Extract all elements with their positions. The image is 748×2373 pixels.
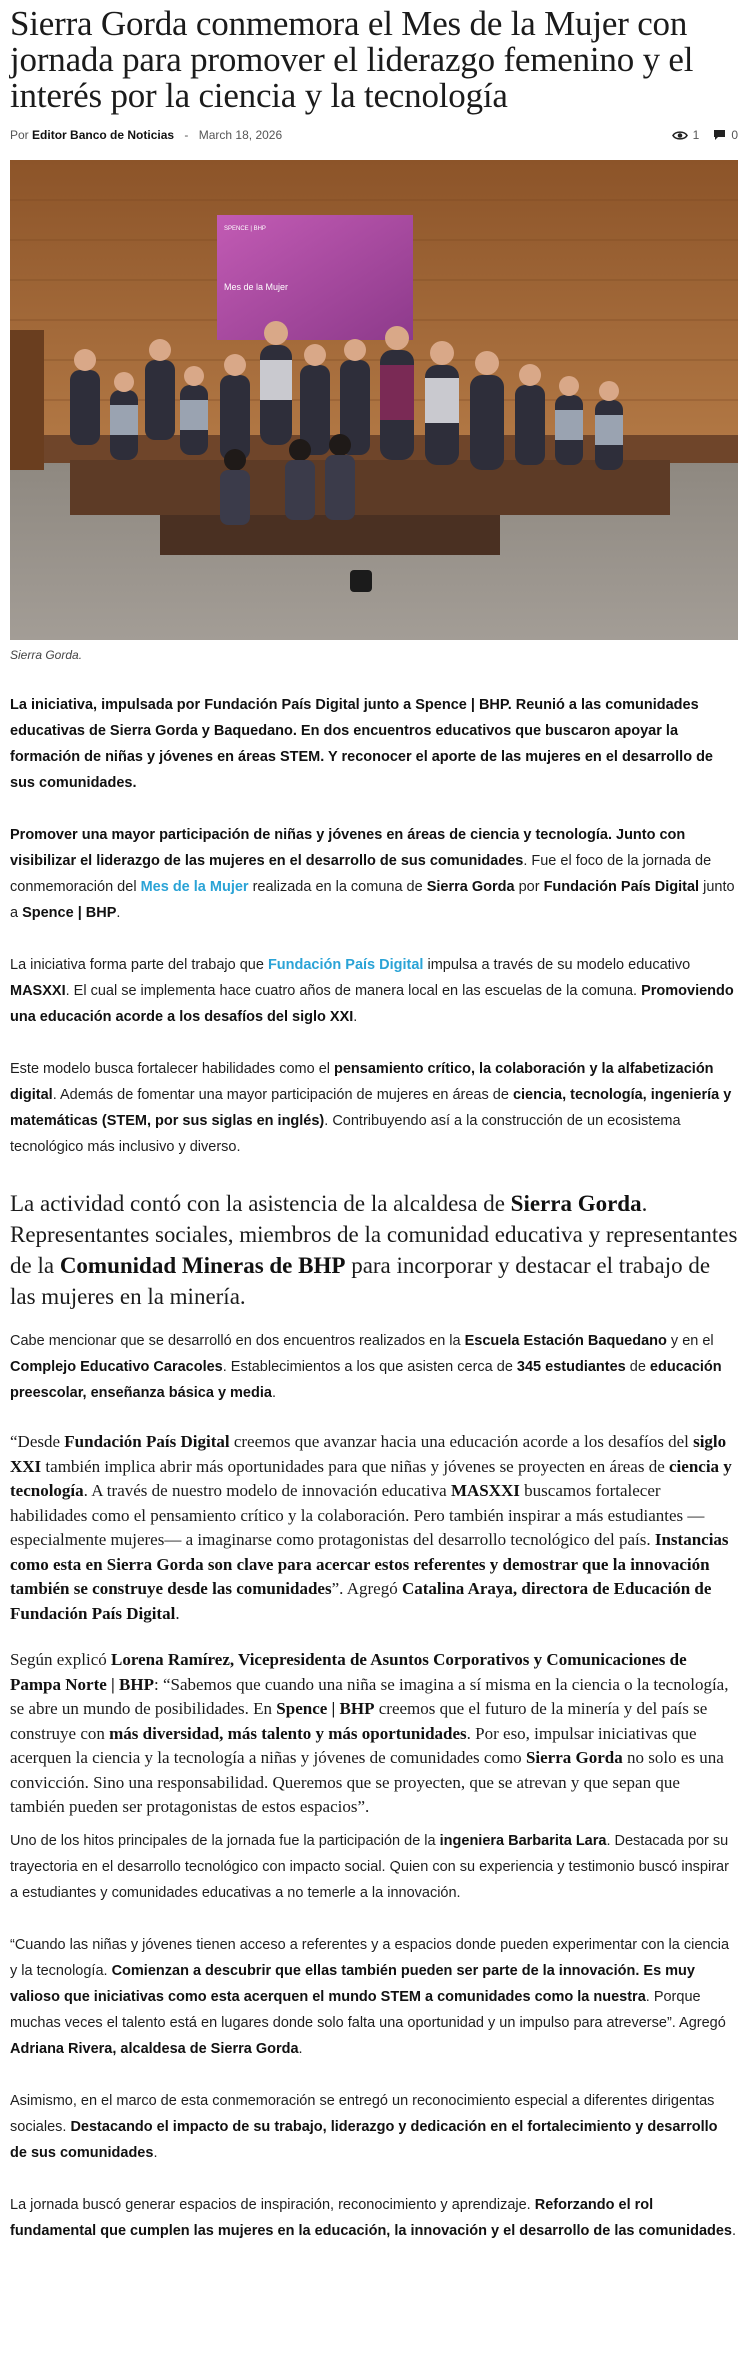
p5-text-3: . Establecimientos a los que asisten cerca de bbox=[222, 1359, 517, 1375]
intro-text: La iniciativa, impulsada por Fundación País Digital junto a Spence | BHP. Reunió a las comunidades educativas de Sierra Gorda y Baquedano. En dos encuentros educativos que buscaron apoyar la formación de niñas y jóvenes en áreas STEM. Y reconocer el aporte de las mujeres en el desarrollo de sus comunidades. bbox=[10, 697, 713, 791]
comment-icon bbox=[713, 129, 726, 141]
article-title: Sierra Gorda conmemora el Mes de la Mujer con jornada para promover el liderazgo femenino y el interés por la ciencia y la tecnología bbox=[10, 4, 694, 115]
views-count: 1 bbox=[692, 128, 700, 142]
p6-text-2: . Destacada por su trayectoria en el desarrollo tecnológico con impacto social. Quien con su experiencia y testimonio buscó inspirar a estudiantes y comunidades educativas a no temerle a la innovación. bbox=[10, 1832, 729, 1901]
paragraph-5 bbox=[10, 1328, 738, 1406]
paragraph-2 bbox=[10, 822, 738, 926]
p3-bold-2: Promoviendo una educación acorde a los desafíos del siglo XXI bbox=[10, 983, 734, 1025]
p4-text-3: . Contribuyendo así a la construcción de un ecosistema tecnológico más inclusivo y diverso. bbox=[10, 1113, 681, 1155]
paragraph-intro bbox=[10, 692, 738, 796]
p5-text-1: Cabe mencionar que se desarrolló en dos encuentros realizados en la bbox=[10, 1333, 465, 1349]
p2-bold-1: Sierra Gorda bbox=[426, 879, 515, 895]
p7-bold-1: Comienzan a descubrir que ellas también pueden ser parte de la innovación. Es muy valioso que iniciativas como esta acerquen el mundo STEM a comunidades como la nuestra bbox=[10, 1962, 695, 2005]
byline bbox=[10, 128, 282, 142]
q1-text-4: . A través de nuestro modelo de innovación educativa bbox=[83, 1481, 451, 1500]
paragraph-6 bbox=[10, 1828, 738, 1906]
p3-text-3: . El cual se implementa hace cuatro años de manera local en las escuelas de la comuna. bbox=[65, 983, 642, 999]
quote-fundacion bbox=[10, 1430, 738, 1626]
q2-text-2: : “Sabemos que cuando una niña se imagina a sí misma en la ciencia o la tecnología, se abre un mundo de posibilidades. En bbox=[10, 1674, 729, 1718]
q1-bold-6: Catalina Araya, directora de Educación de Fundación País Digital bbox=[10, 1579, 712, 1623]
p7-text-2: . Porque muchas veces el talento está en lugares donde solo falta una oportunidad y un impulso para atreverse”. Agregó bbox=[10, 1988, 726, 2031]
p2-text-5: . bbox=[116, 905, 121, 921]
p6-text-1: Uno de los hitos principales de la jornada fue la participación de la bbox=[10, 1832, 440, 1849]
h2-text-1: La actividad contó con la asistencia de la alcaldesa de bbox=[10, 1191, 511, 1216]
byline-separator: - bbox=[184, 128, 189, 142]
q1-text-3: también implica abrir más oportunidades para que niñas y jóvenes se proyecten en áreas de bbox=[41, 1456, 670, 1476]
p2-text-3: por bbox=[514, 879, 544, 895]
p5-bold-2: Complejo Educativo Caracoles bbox=[10, 1359, 223, 1375]
p9-text-1: La jornada buscó generar espacios de inspiración, reconocimiento y aprendizaje. bbox=[10, 2196, 535, 2213]
p9-bold-1: Reforzando el rol fundamental que cumplen las mujeres en la educación, la innovación y el desarrollo de las comunidades bbox=[10, 2196, 732, 2239]
q2-bold-4: Sierra Gorda bbox=[525, 1748, 623, 1767]
p4-text-1: Este modelo busca fortalecer habilidades como el bbox=[10, 1061, 335, 1077]
p4-bold-1: pensamiento crítico, la colaboración y la alfabetización digital bbox=[10, 1061, 714, 1103]
q2-bold-1: Lorena Ramírez, Vicepresidenta de Asuntos Corporativos y Comunicaciones de Pampa Norte | BHP bbox=[10, 1650, 687, 1694]
p8-bold-1: Destacando el impacto de su trabajo, liderazgo y dedicación en el fortalecimiento y desarrollo de sus comunidades bbox=[10, 2118, 718, 2161]
q1-text-5: buscamos fortalecer habilidades como el pensamiento crítico y la colaboración. Pero también inspirar a más estudiantes —especialmente mujeres— a imaginarse como protagonistas del desarrollo tecnológico del país. bbox=[10, 1481, 705, 1549]
paragraph-8 bbox=[10, 2088, 738, 2166]
comments-stat[interactable] bbox=[713, 128, 738, 142]
p7-bold-2: Adriana Rivera, alcaldesa de Sierra Gorda bbox=[10, 2040, 299, 2057]
p7-text-3: . bbox=[298, 2040, 303, 2057]
h2-text-2: . Representantes sociales, miembros de la comunidad educativa y representantes de la bbox=[10, 1191, 738, 1278]
event-screen bbox=[217, 215, 413, 340]
p3-text-4: . bbox=[353, 1009, 358, 1025]
p2-text-1: . Fue el foco de la jornada de conmemoración del bbox=[10, 853, 712, 895]
p8-text-1: Asimismo, en el marco de esta conmemoración se entregó un reconocimiento especial a diferentes dirigentas sociales. bbox=[10, 2092, 715, 2135]
publish-date: March 18, 2026 bbox=[198, 128, 283, 142]
fundacion-pais-digital-link[interactable]: Fundación País Digital bbox=[267, 957, 424, 973]
q1-bold-2: siglo XXI bbox=[10, 1432, 727, 1476]
q1-text-1: “Desde bbox=[10, 1432, 65, 1451]
p3-text-2: impulsa a través de su modelo educativo bbox=[423, 957, 691, 973]
p5-text-5: . bbox=[271, 1385, 276, 1401]
featured-image bbox=[10, 160, 738, 640]
p5-text-2: y en el bbox=[666, 1333, 714, 1349]
byline-prefix: Por bbox=[10, 128, 29, 142]
q1-text-7: . bbox=[175, 1603, 180, 1623]
mes-de-la-mujer-link[interactable]: Mes de la Mujer bbox=[140, 879, 249, 895]
paragraph-9 bbox=[10, 2192, 738, 2244]
p2-bold-2: Fundación País Digital bbox=[543, 879, 700, 895]
q2-bold-2: Spence | BHP bbox=[276, 1699, 375, 1718]
p2-text-2: realizada en la comuna de bbox=[248, 879, 427, 895]
p8-text-2: . bbox=[153, 2144, 158, 2161]
h2-bold-2: Comunidad Mineras de BHP bbox=[59, 1253, 346, 1278]
p3-text-1: La iniciativa forma parte del trabajo que bbox=[10, 957, 268, 973]
views-stat bbox=[672, 128, 700, 142]
q2-text-4: . Por eso, impulsar iniciativas que acerquen la ciencia y la tecnología a niñas y jóvenes de comunidades como bbox=[10, 1723, 697, 1767]
eye-icon bbox=[672, 130, 688, 141]
paragraph-7 bbox=[10, 1932, 738, 2062]
p3-bold-1: MASXXI bbox=[10, 983, 66, 999]
section-heading bbox=[10, 1188, 738, 1312]
h2-bold-1: Sierra Gorda bbox=[510, 1191, 642, 1216]
p5-bold-3: 345 estudiantes bbox=[516, 1359, 626, 1375]
p5-bold-4: educación preescolar, enseñanza básica y media bbox=[10, 1359, 722, 1401]
p5-bold-1: Escuela Estación Baquedano bbox=[464, 1333, 667, 1349]
q1-bold-3: ciencia y tecnología bbox=[10, 1456, 732, 1500]
author-link[interactable]: Editor Banco de Noticias bbox=[32, 128, 175, 142]
p2-bold-lead: Promover una mayor participación de niñas y jóvenes en áreas de ciencia y tecnología. Junto con visibilizar el liderazgo de las mujeres en el desarrollo de sus comunidades bbox=[10, 827, 686, 869]
p4-bold-2: ciencia, tecnología, ingeniería y matemáticas (STEM, por sus siglas en inglés) bbox=[10, 1087, 732, 1129]
p9-text-2: . bbox=[732, 2222, 737, 2239]
article-stats bbox=[672, 128, 738, 142]
h2-text-3: para incorporar y destacar el trabajo de las mujeres en la minería. bbox=[10, 1253, 711, 1309]
p2-text-4: junto a bbox=[10, 879, 735, 921]
quote-bhp bbox=[10, 1648, 738, 1820]
comments-count: 0 bbox=[731, 128, 738, 142]
article-meta bbox=[10, 126, 738, 144]
screen-logo-text: SPENCE | BHP bbox=[224, 226, 266, 232]
article bbox=[0, 6, 748, 2244]
q1-bold-5: Instancias como esta en Sierra Gorda son clave para acercar estos referentes y demostrar que la innovación también se construye desde las comunidades bbox=[10, 1530, 729, 1598]
q2-text-3: creemos que el futuro de la minería y del país se construye con bbox=[10, 1699, 708, 1743]
q1-text-2: creemos que avanzar hacia una educación acorde a los desafíos del bbox=[229, 1432, 694, 1451]
robot-toy bbox=[350, 570, 372, 592]
image-caption: Sierra Gorda. bbox=[10, 648, 83, 662]
p2-bold-3: Spence | BHP bbox=[22, 905, 117, 921]
paragraph-4 bbox=[10, 1056, 738, 1160]
q1-bold-1: Fundación País Digital bbox=[64, 1432, 230, 1451]
q2-text-5: no solo es una convicción. Sino una responsabilidad. Queremos que se proyecten, que se atrevan y que sepan que también pueden ser protagonistas de estos espacios”. bbox=[10, 1748, 724, 1816]
q2-bold-3: más diversidad, más talento y más oportunidades bbox=[109, 1723, 467, 1743]
q2-text-1: Según explicó bbox=[10, 1650, 112, 1669]
p4-text-2: . Además de fomentar una mayor participación de mujeres en áreas de bbox=[52, 1087, 513, 1103]
paragraph-3 bbox=[10, 952, 738, 1030]
group-photo-illustration bbox=[10, 160, 738, 640]
p7-text-1: “Cuando las niñas y jóvenes tienen acceso a referentes y a espacios donde pueden experimentar con la ciencia y la tecnología. bbox=[10, 1936, 730, 1979]
screen-title-text: Mes de la Mujer bbox=[224, 282, 289, 292]
p6-bold-1: ingeniera Barbarita Lara bbox=[439, 1832, 607, 1849]
q1-bold-4: MASXXI bbox=[450, 1481, 520, 1500]
q1-text-6: ”. Agregó bbox=[331, 1579, 402, 1598]
p5-text-4: de bbox=[625, 1359, 650, 1375]
